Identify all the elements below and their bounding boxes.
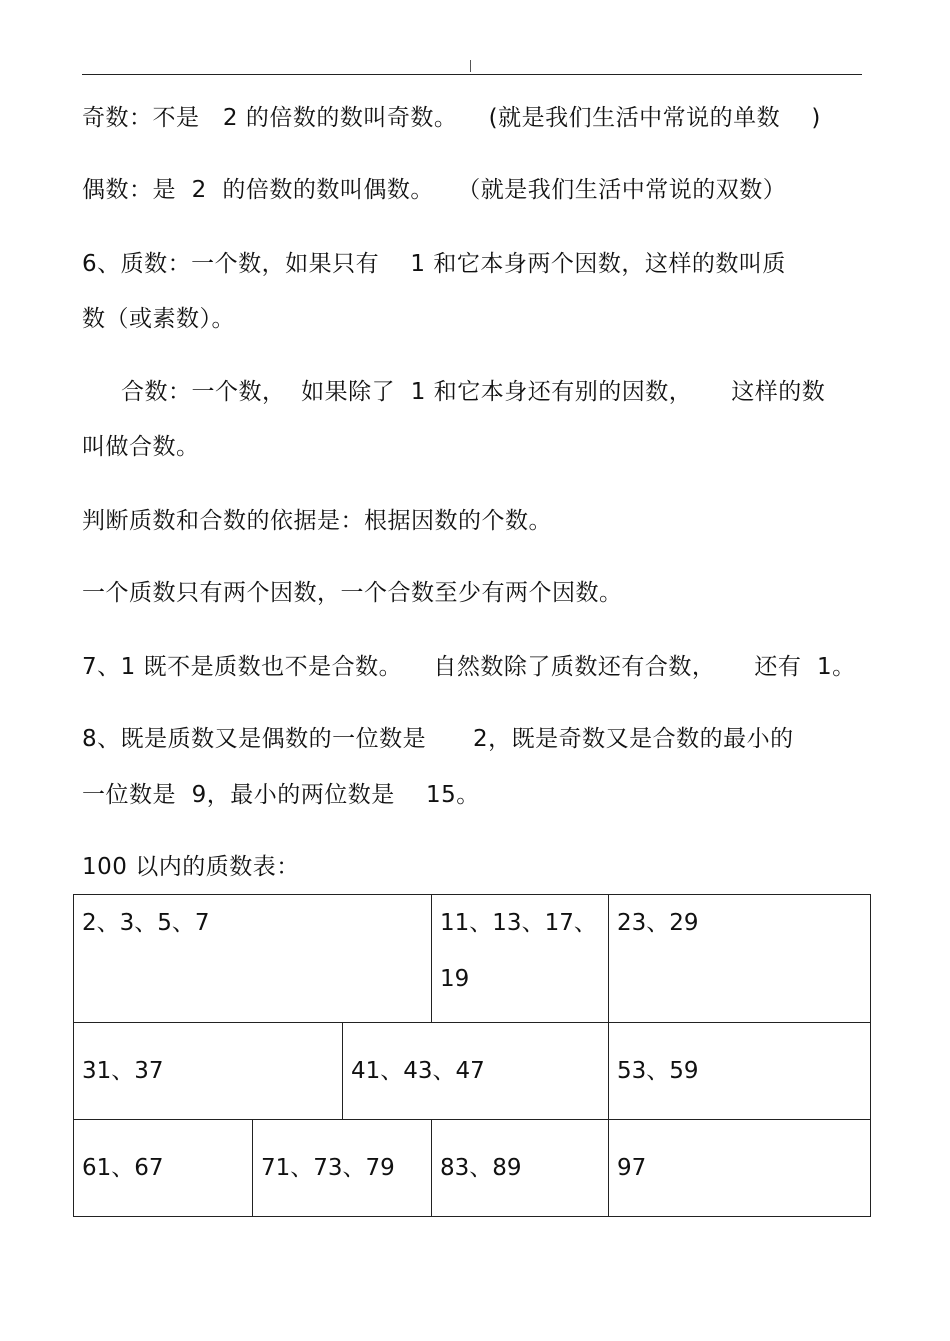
composite-definition-line2: 叫做合数。 — [82, 434, 200, 460]
cell-text: 2、3、5、7 — [82, 910, 210, 936]
table-cell — [432, 1120, 609, 1217]
cell-text: 83、89 — [440, 1155, 522, 1181]
prime-table — [73, 894, 871, 1217]
table-row — [74, 1120, 871, 1217]
rule-8-line2: 一位数是 9，最小的两位数是 15。 — [82, 782, 480, 808]
odd-number-definition: 奇数：不是 2 的倍数的数叫奇数。 (就是我们生活中常说的单数 ) — [82, 105, 821, 131]
cell-text: 19 — [440, 966, 470, 992]
table-cell — [609, 895, 871, 1023]
cell-text: 71、73、79 — [261, 1155, 395, 1181]
table-row — [74, 895, 871, 1023]
rule-7: 7、1 既不是质数也不是合数。 自然数除了质数还有合数， 还有 1。 — [82, 654, 856, 680]
cell-text: 97 — [617, 1155, 647, 1181]
prime-table-title: 100 以内的质数表： — [82, 854, 300, 880]
composite-definition-line1: 合数：一个数， 如果除了 1 和它本身还有别的因数， 这样的数 — [82, 379, 826, 405]
prime-definition-line2: 数（或素数）。 — [82, 306, 235, 332]
cell-text: 11、13、17、 — [440, 910, 597, 936]
factor-count-rule: 一个质数只有两个因数，一个合数至少有两个因数。 — [82, 580, 623, 606]
even-number-definition: 偶数：是 2 的倍数的数叫偶数。 （就是我们生活中常说的双数） — [82, 177, 787, 203]
table-cell — [74, 895, 432, 1023]
cell-text: 31、37 — [82, 1058, 164, 1084]
judgement-basis: 判断质数和合数的依据是：根据因数的个数。 — [82, 508, 552, 534]
cell-text: 61、67 — [82, 1155, 164, 1181]
table-cell — [74, 1120, 253, 1217]
cell-text: 23、29 — [617, 910, 699, 936]
header-rule — [82, 74, 862, 75]
table-cell — [74, 1023, 343, 1120]
cell-text: 41、43、47 — [351, 1058, 485, 1084]
table-cell — [432, 895, 609, 1023]
cell-text: 53、59 — [617, 1058, 699, 1084]
table-cell — [253, 1120, 432, 1217]
prime-definition-line1: 6、质数：一个数，如果只有 1 和它本身两个因数，这样的数叫质 — [82, 251, 786, 277]
table-cell — [609, 1120, 871, 1217]
table-cell — [343, 1023, 609, 1120]
header-tick — [470, 60, 471, 72]
table-row — [74, 1023, 871, 1120]
table-cell — [609, 1023, 871, 1120]
rule-8-line1: 8、既是质数又是偶数的一位数是 2，既是奇数又是合数的最小的 — [82, 726, 794, 752]
